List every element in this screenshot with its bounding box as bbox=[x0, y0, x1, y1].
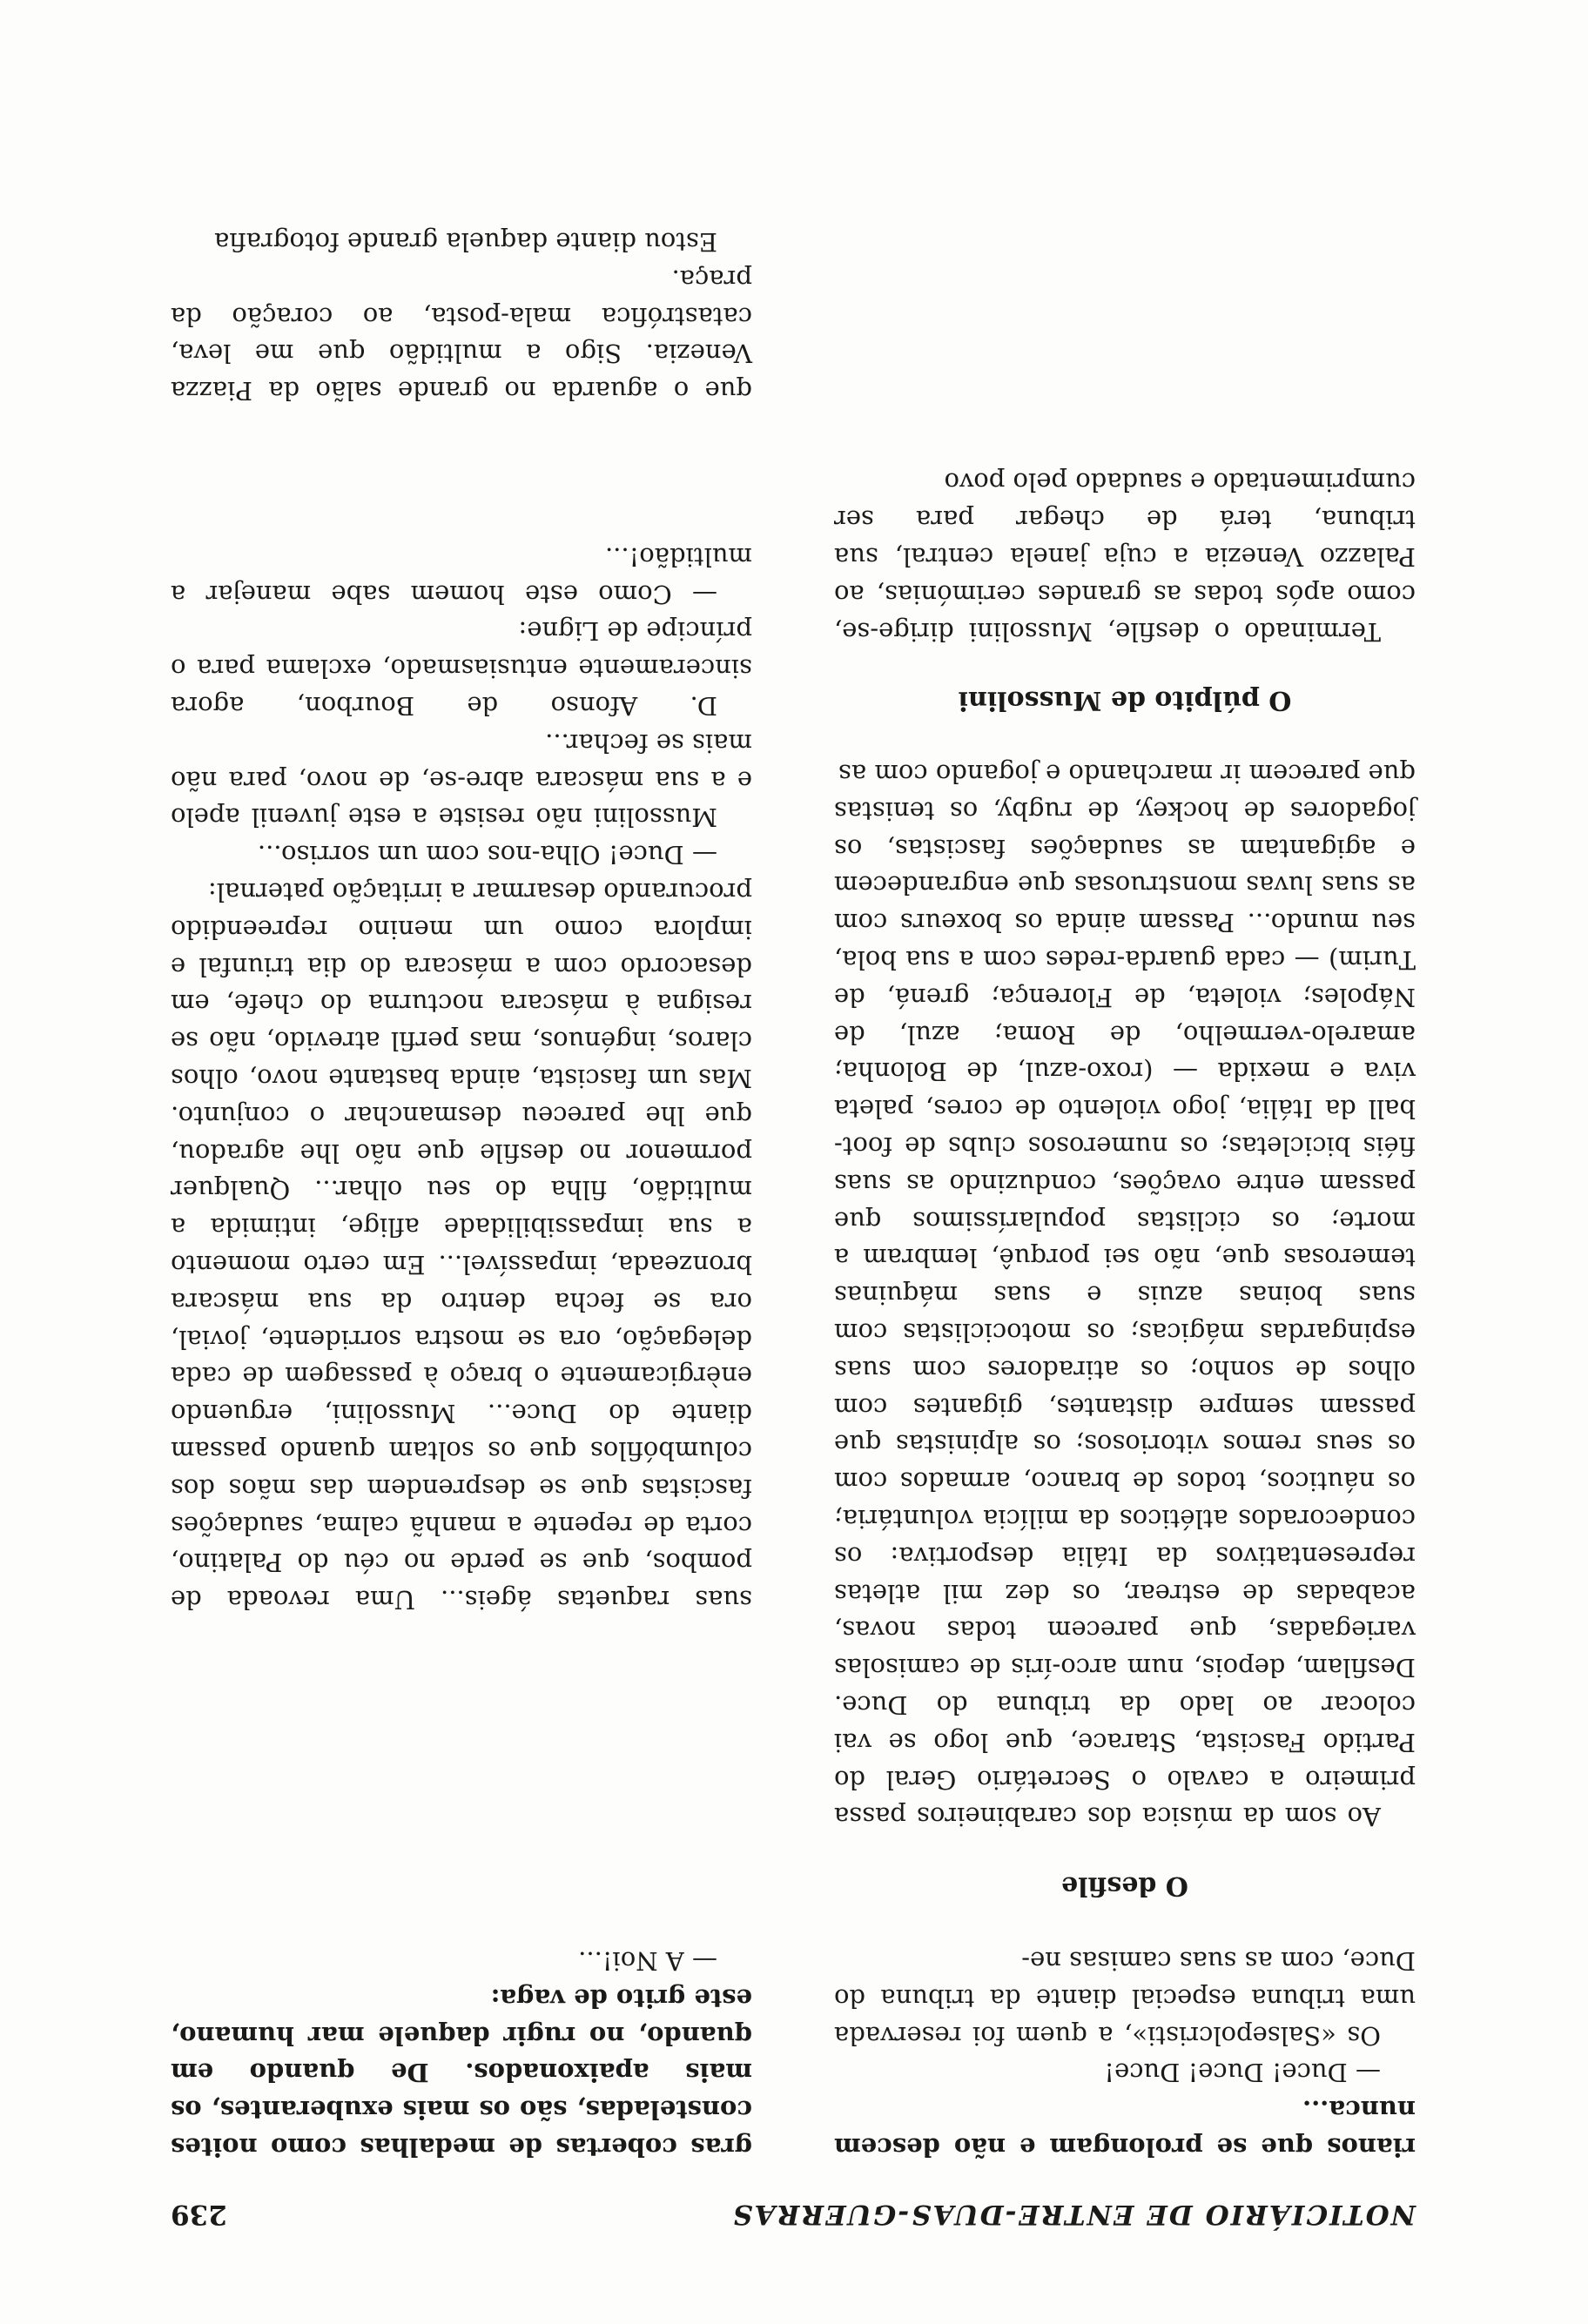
left-column bbox=[834, 464, 1416, 2166]
section-heading: O desfile bbox=[1061, 1871, 1188, 1902]
paragraph: — A Noi!... bbox=[578, 1946, 717, 1977]
running-head bbox=[171, 2186, 1416, 2230]
paragraph: Estou diante daquela grande fotografia bbox=[214, 226, 717, 257]
running-title: NOTICIÁRIO DE ENTRE-DUAS-GUERRAS bbox=[731, 2199, 1416, 2230]
paragraph: — Como este homem sabe manejar a multidão!... bbox=[171, 541, 752, 609]
paragraph: suas raquetas ágeis... Uma revoada de pombos, que se perde no céu do Palatino, corta de repente a manhã calma, saudações fascistas que se desprendem das mãos dos columbófilos que os soltam quando passam diante do Duce... Mussolini, erguendo enèrgicamente o braço à passagem de cada delegação, ora se mostra sorridente, jovial, ora se fecha dentro da sua máscara bronzeada, impassível... Em certo momento a sua impassibilidade aflige, intimida a multidão, filha do seu olhar... Qualquer pormenor no desfile que não lhe agradou, que lhe pareceu desmanchar o conjunto. Mas um fascista, ainda bastante novo, olhos claros, ingénuos, mas perfil atrevido, não se resigna à máscara nocturna do chefe, em desacordo com a máscara do dia triunfal e implora como um menino repreendido procurando desarmar a irritação paternal: bbox=[171, 877, 752, 1615]
paragraph: D. Afonso de Bourbon, agora sinceramente entusiasmado, exclama para o príncipe de Ligne: bbox=[171, 616, 752, 722]
paragraph: que o aguarda no grande salão da Piazza Venezia. Sigo a multidão que me leva, catastrófica mala-posta, ao coração da praça. bbox=[171, 264, 752, 406]
section-heading: O púlpito de Mussolini bbox=[958, 685, 1292, 716]
paragraph: Mussolini não resiste a este juvenil apelo e a sua máscara abre-se, de novo, para não mais se fechar... bbox=[171, 728, 752, 833]
paragraph: gras cobertas de medalhas como noites consteladas, são os mais exuberantes, os mais apaixonados. De quando em quando, no rugir daquele mar humano, este grito de vaga: bbox=[171, 1983, 752, 2162]
paragraph: Ao som da música dos carabineiros passa primeiro a cavalo o Secretário Geral do Partido Fascista, Starace, que logo se vai colocar ao lado da tribuna do Duce. Desfilam, depois, num arco-íris de camisolas variegadas, que parecem todas novas, acabadas de estrear, os dez mil atletas representativos da Itália desportiva: os condecorados atléticos da milícia voluntária; os náuticos, todos de branco, armados com os seus remos vitoriosos; os alpinistas que passam sempre distantes, gigantes com olhos de sonho; os atiradores com suas espingardas mágicas; os motociclistas com suas boinas azuis e suas máquinas temerosas que, não sei porquê, lembram a morte; os ciclistas popularíssimos que passam entre ovações, conduzindo as suas fiéis bicicletas; os numerosos clubs de foot-ball da Itália, jogo violento de cores, paleta viva e mexida — (roxo-azul, de Bolonha; amarelo-vermelho, de Roma; azul, de Nápoles; violeta, de Florença; grená, de Turim) — cada guarda-redes com a sua bola, seu mundo... Passam ainda os boxeurs com as suas luvas monstruosas que engrandecem e agigantam as saudações fascistas, os jogadores de hockey, de rugby, os tenistas que parecem ir marchando e jogando com as bbox=[834, 759, 1416, 1832]
paragraph: rianos que se prolongam e não descem nunca... bbox=[834, 2095, 1416, 2162]
paragraph: — Duce! Olha-nos com um sorriso... bbox=[257, 840, 717, 870]
right-column bbox=[171, 223, 752, 2166]
paragraph: — Duce! Duce! Duce! bbox=[1104, 2058, 1381, 2088]
paragraph: Terminado o desfile, Mussolini dirige-se, como após todas as grandes cerimónias, ao Palazzo Venezia a cuja janela central, sua tribuna, terá de chegar para ser cumprimentado e saudado pelo povo bbox=[834, 467, 1416, 647]
page-number: 239 bbox=[171, 2199, 227, 2230]
paragraph: Os «Salsepolcristi», a quem foi reservada uma tribuna especial diante da tribuna do Duce, com as suas camisas ne- bbox=[834, 1946, 1416, 2051]
